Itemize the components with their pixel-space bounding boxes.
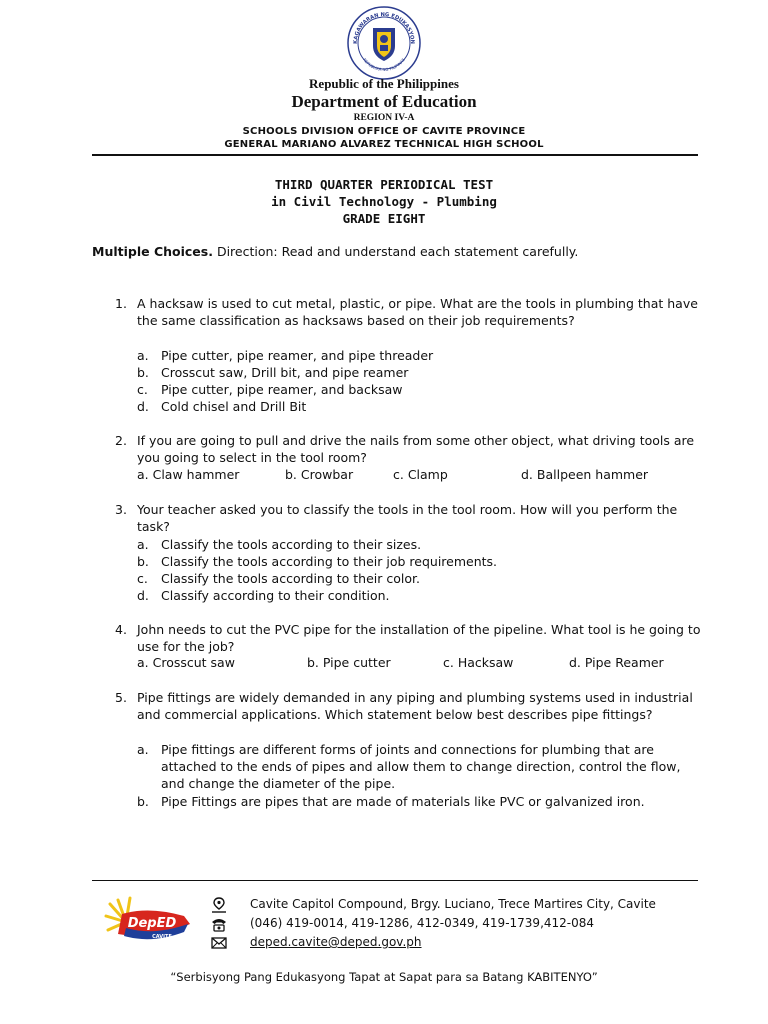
deped-seal [347,6,421,80]
option-text: Classify the tools according to their job requirements. [161,554,498,569]
question-number: 1. [115,296,127,311]
directions-text: Direction: Read and understand each statement carefully. [212,244,579,259]
republic-heading: Republic of the Philippines [309,76,459,91]
mail-icon [210,935,228,951]
division-heading: SCHOOLS DIVISION OFFICE OF CAVITE PROVINCE [242,126,526,137]
option-letter: b. [137,365,149,380]
option-letter: b. [137,794,149,809]
region-heading: REGION IV-A [353,113,415,123]
location-icon [210,897,228,913]
option-text: Classify according to their condition. [161,588,390,603]
q3-option-d[interactable] [137,587,697,604]
option-text: Pipe fittings are different forms of joints and connections for plumbing that are attached to the ends of pipes and allow them to change direction, control the flow, and change the diameter of the pipe. [161,742,681,792]
option-text: Pipe cutter, pipe reamer, and pipe threader [161,348,434,363]
q4-option-b[interactable]: b. Pipe cutter [307,655,391,670]
q1-option-c[interactable] [137,381,697,398]
question-4 [115,621,705,655]
question-text: If you are going to pull and drive the nails from some other object, what driving tools are you going to select in the tool room? [137,433,695,466]
q3-option-c[interactable] [137,570,697,587]
test-grade: GRADE EIGHT [342,211,426,226]
option-letter: a. [137,742,149,757]
q1-option-a[interactable] [137,347,697,364]
q2-option-d[interactable]: d. Ballpeen hammer [521,467,649,482]
q4-option-d[interactable]: d. Pipe Reamer [569,655,664,670]
footer-email-link[interactable]: deped.cavite@deped.gov.ph [250,935,422,949]
directions-label: Multiple Choices. [92,244,213,259]
option-letter: a. [137,537,149,552]
question-number: 3. [115,502,127,517]
option-text: Classify the tools according to their sizes. [161,537,422,552]
logo-text: DepED [127,916,177,931]
logo-subtext: CAVITE [152,934,172,940]
header-divider [92,154,698,156]
footer-address: Cavite Capitol Compound, Brgy. Luciano, Trece Martires City, Cavite [250,897,656,911]
q3-option-b[interactable] [137,553,697,570]
test-subject: in Civil Technology - Plumbing [271,194,497,209]
seal-text-top: KAGAWARAN NG EDUKASYON [352,11,416,45]
question-text: John needs to cut the PVC pipe for the installation of the pipeline. What tool is he going to use for the job? [137,622,701,655]
footer-motto: “Serbisyong Pang Edukasyong Tapat at Sapat para sa Batang KABITENYO” [170,970,598,984]
q3-option-a[interactable] [137,536,697,553]
question-number: 4. [115,622,127,637]
question-2 [115,432,705,466]
footer-divider [92,880,698,881]
seal-text-bottom: REPUBLIKA NG PILIPINAS [362,57,406,73]
question-1 [115,295,705,329]
question-5 [115,689,705,723]
option-letter: b. [137,554,149,569]
question-text: A hacksaw is used to cut metal, plastic, or pipe. What are the tools in plumbing that have the same classification as hacksaws based on their job requirements? [137,296,698,329]
q2-option-c[interactable]: c. Clamp [393,467,448,482]
option-letter: a. [137,348,149,363]
department-heading: Department of Education [291,92,477,111]
q2-option-a[interactable]: a. Claw hammer [137,467,240,482]
option-text: Cold chisel and Drill Bit [161,399,307,414]
option-letter: d. [137,399,149,414]
q4-option-a[interactable]: a. Crosscut saw [137,655,235,670]
q5-option-b[interactable] [137,793,697,810]
option-letter: c. [137,571,148,586]
footer-phone: (046) 419-0014, 419-1286, 412-0349, 419-1739,412-084 [250,916,595,930]
option-text: Pipe cutter, pipe reamer, and backsaw [161,382,403,397]
q2-option-b[interactable]: b. Crowbar [285,467,354,482]
test-title: THIRD QUARTER PERIODICAL TEST [274,177,494,192]
school-heading: GENERAL MARIANO ALVAREZ TECHNICAL HIGH SCHOOL [224,139,544,150]
phone-icon [210,916,228,932]
q4-option-c[interactable]: c. Hacksaw [443,655,514,670]
deped-cavite-logo [104,894,194,950]
question-number: 5. [115,690,127,705]
directions [92,244,578,259]
option-letter: d. [137,588,149,603]
option-letter: c. [137,382,148,397]
q5-option-a[interactable] [137,741,697,793]
q1-option-b[interactable] [137,364,697,381]
option-text: Classify the tools according to their color. [161,571,420,586]
option-text: Pipe Fittings are pipes that are made of materials like PVC or galvanized iron. [161,794,645,809]
question-number: 2. [115,433,127,448]
option-text: Crosscut saw, Drill bit, and pipe reamer [161,365,409,380]
question-text: Pipe fittings are widely demanded in any piping and plumbing systems used in industrial and commercial applications. Which statement below best describes pipe fittings? [137,690,693,723]
question-3 [115,501,705,535]
question-text: Your teacher asked you to classify the tools in the tool room. How will you perform the task? [137,502,678,535]
q1-option-d[interactable] [137,398,697,415]
